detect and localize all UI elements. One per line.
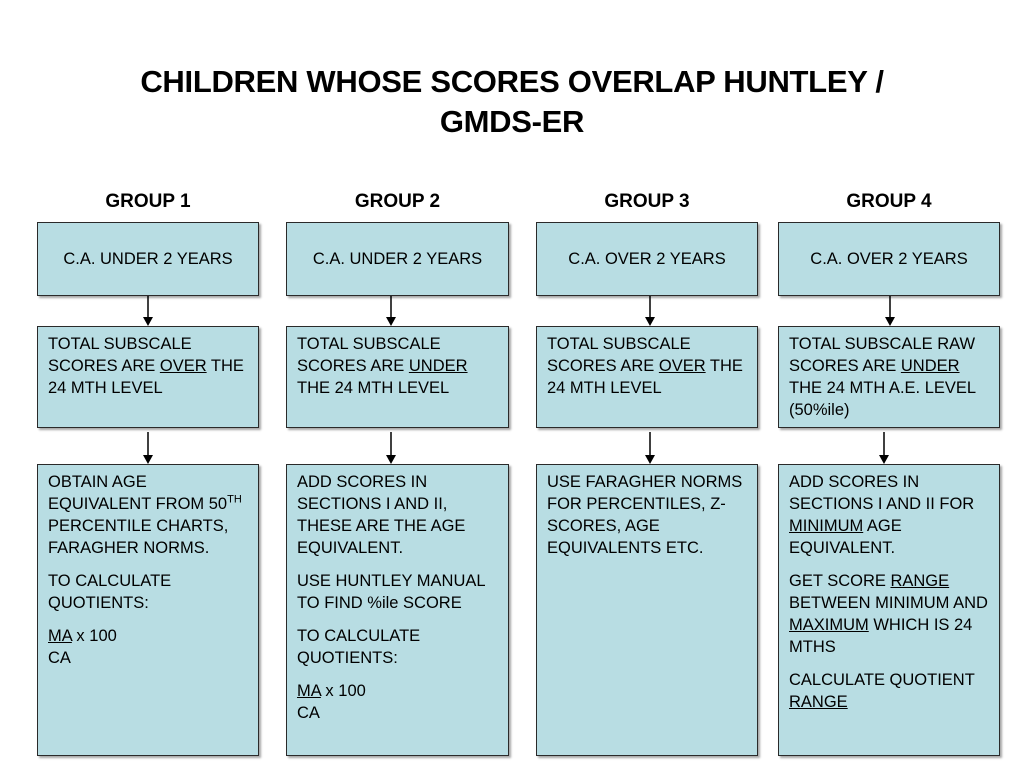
- group-4-action-p3-emphasis: RANGE: [789, 693, 848, 711]
- group-3-action-para-1: USE FARAGHER NORMS FOR PERCENTILES, Z-SCORES, AGE EQUIVALENTS ETC.: [547, 473, 743, 557]
- group-2-criteria-emphasis: UNDER: [408, 357, 468, 375]
- group-4-criteria-emphasis: UNDER: [900, 357, 960, 375]
- group-2-age-text: C.A. UNDER 2 YEARS: [312, 250, 483, 268]
- group-1-action-para-2: TO CALCULATE QUOTIENTS:: [48, 572, 172, 612]
- group-2-action-para-3: TO CALCULATE QUOTIENTS:: [297, 627, 421, 667]
- group-3-criteria-post: THE 24 MTH LEVEL: [547, 357, 743, 397]
- group-1-formula-numerator: MA: [48, 627, 72, 645]
- group-2-action-para-2: USE HUNTLEY MANUAL TO FIND %ile SCORE: [297, 572, 485, 612]
- group-2-formula-denominator: CA: [297, 704, 320, 722]
- group-4-action-p1-emphasis: MINIMUM: [789, 517, 864, 535]
- group-4-action-p2-emphasis-1: RANGE: [890, 572, 950, 590]
- group-4-action-p2-emphasis-2: MAXIMUM: [789, 616, 869, 634]
- group-2-heading: GROUP 2: [354, 191, 441, 212]
- group-1-action-para-1: [48, 471, 250, 559]
- group-3-heading: GROUP 3: [604, 191, 690, 212]
- group-1-action-p1-b: PERCENTILE CHARTS, FARAGHER NORMS.: [48, 517, 229, 557]
- group-1-quotient-formula: [48, 625, 250, 669]
- group-3-age-box: [536, 222, 758, 296]
- group-2-arrow-down-2-icon: [385, 432, 397, 464]
- group-4-action-p1-b: AGE EQUIVALENT.: [789, 517, 902, 557]
- group-4-action-p1-a: ADD SCORES IN SECTIONS I AND II FOR: [789, 473, 975, 513]
- slide-title-line-2: GMDS-ER: [439, 104, 585, 139]
- group-3-age-text: C.A. OVER 2 YEARS: [568, 250, 726, 268]
- group-1-formula-denominator: CA: [48, 649, 71, 667]
- group-4-age-text: C.A. OVER 2 YEARS: [810, 250, 968, 268]
- group-4-action-para-3: [789, 669, 991, 713]
- group-4-action-box: [778, 464, 1000, 756]
- group-1-age-text: C.A. UNDER 2 YEARS: [63, 250, 233, 268]
- group-3-action-box: [536, 464, 758, 756]
- slide-title: [0, 62, 1024, 142]
- group-1-action-box: [37, 464, 259, 756]
- group-2-criteria-post: THE 24 MTH LEVEL: [297, 379, 450, 397]
- group-4-action-p2-b: BETWEEN MINIMUM AND: [789, 594, 988, 612]
- group-2-criteria-pre: TOTAL SUBSCALE SCORES ARE: [297, 335, 441, 375]
- group-1-heading: GROUP 1: [105, 191, 191, 212]
- group-2-formula-times: x 100: [320, 682, 366, 700]
- group-4-criteria-post: THE 24 MTH A.E. LEVEL (50%ile): [789, 379, 976, 419]
- group-4-arrow-down-2-icon: [878, 432, 890, 464]
- group-3-criteria-emphasis: OVER: [658, 357, 706, 375]
- group-1-criteria-box: [37, 326, 259, 428]
- group-1-action-p1-a: OBTAIN AGE EQUIVALENT FROM 50: [48, 473, 228, 513]
- group-2-arrow-down-icon: [385, 296, 397, 326]
- group-1-criteria-emphasis: OVER: [159, 357, 207, 375]
- group-3-arrow-down-2-icon: [644, 432, 656, 464]
- group-1-criteria-post: THE 24 MTH LEVEL: [48, 357, 244, 397]
- group-1-arrow-down-icon: [142, 296, 154, 326]
- group-2-action-para-1: ADD SCORES IN SECTIONS I AND II, THESE ARE THE AGE EQUIVALENT.: [297, 473, 466, 557]
- group-1-age-box: [37, 222, 259, 296]
- group-1-formula-times: x 100: [71, 627, 117, 645]
- group-3-arrow-down-icon: [644, 296, 656, 326]
- group-2-formula-numerator: MA: [297, 682, 321, 700]
- group-2-action-box: [286, 464, 509, 756]
- group-4-action-para-2: [789, 570, 991, 658]
- group-4-age-box: [778, 222, 1000, 296]
- group-4-arrow-down-icon: [884, 296, 896, 326]
- group-1-action-p1-sup: TH: [227, 493, 242, 506]
- group-4-action-para-1: [789, 471, 991, 559]
- group-2-age-box: [286, 222, 509, 296]
- group-3-criteria-box: [536, 326, 758, 428]
- group-4-heading: GROUP 4: [846, 191, 932, 212]
- group-4-criteria-pre: TOTAL SUBSCALE RAW SCORES ARE: [789, 335, 976, 375]
- group-2-quotient-formula: [297, 680, 500, 724]
- group-4-action-p3-a: CALCULATE QUOTIENT: [789, 671, 975, 689]
- group-4-action-p2-c: WHICH IS 24 MTHS: [789, 616, 973, 656]
- group-3-criteria-pre: TOTAL SUBSCALE SCORES ARE: [547, 335, 691, 375]
- group-4-criteria-box: [778, 326, 1000, 428]
- group-1-criteria-pre: TOTAL SUBSCALE SCORES ARE: [48, 335, 192, 375]
- group-2-criteria-box: [286, 326, 509, 428]
- group-4-action-p2-a: GET SCORE: [789, 572, 891, 590]
- slide-title-line-1: CHILDREN WHOSE SCORES OVERLAP HUNTLEY /: [140, 64, 884, 99]
- group-1-arrow-down-2-icon: [142, 432, 154, 464]
